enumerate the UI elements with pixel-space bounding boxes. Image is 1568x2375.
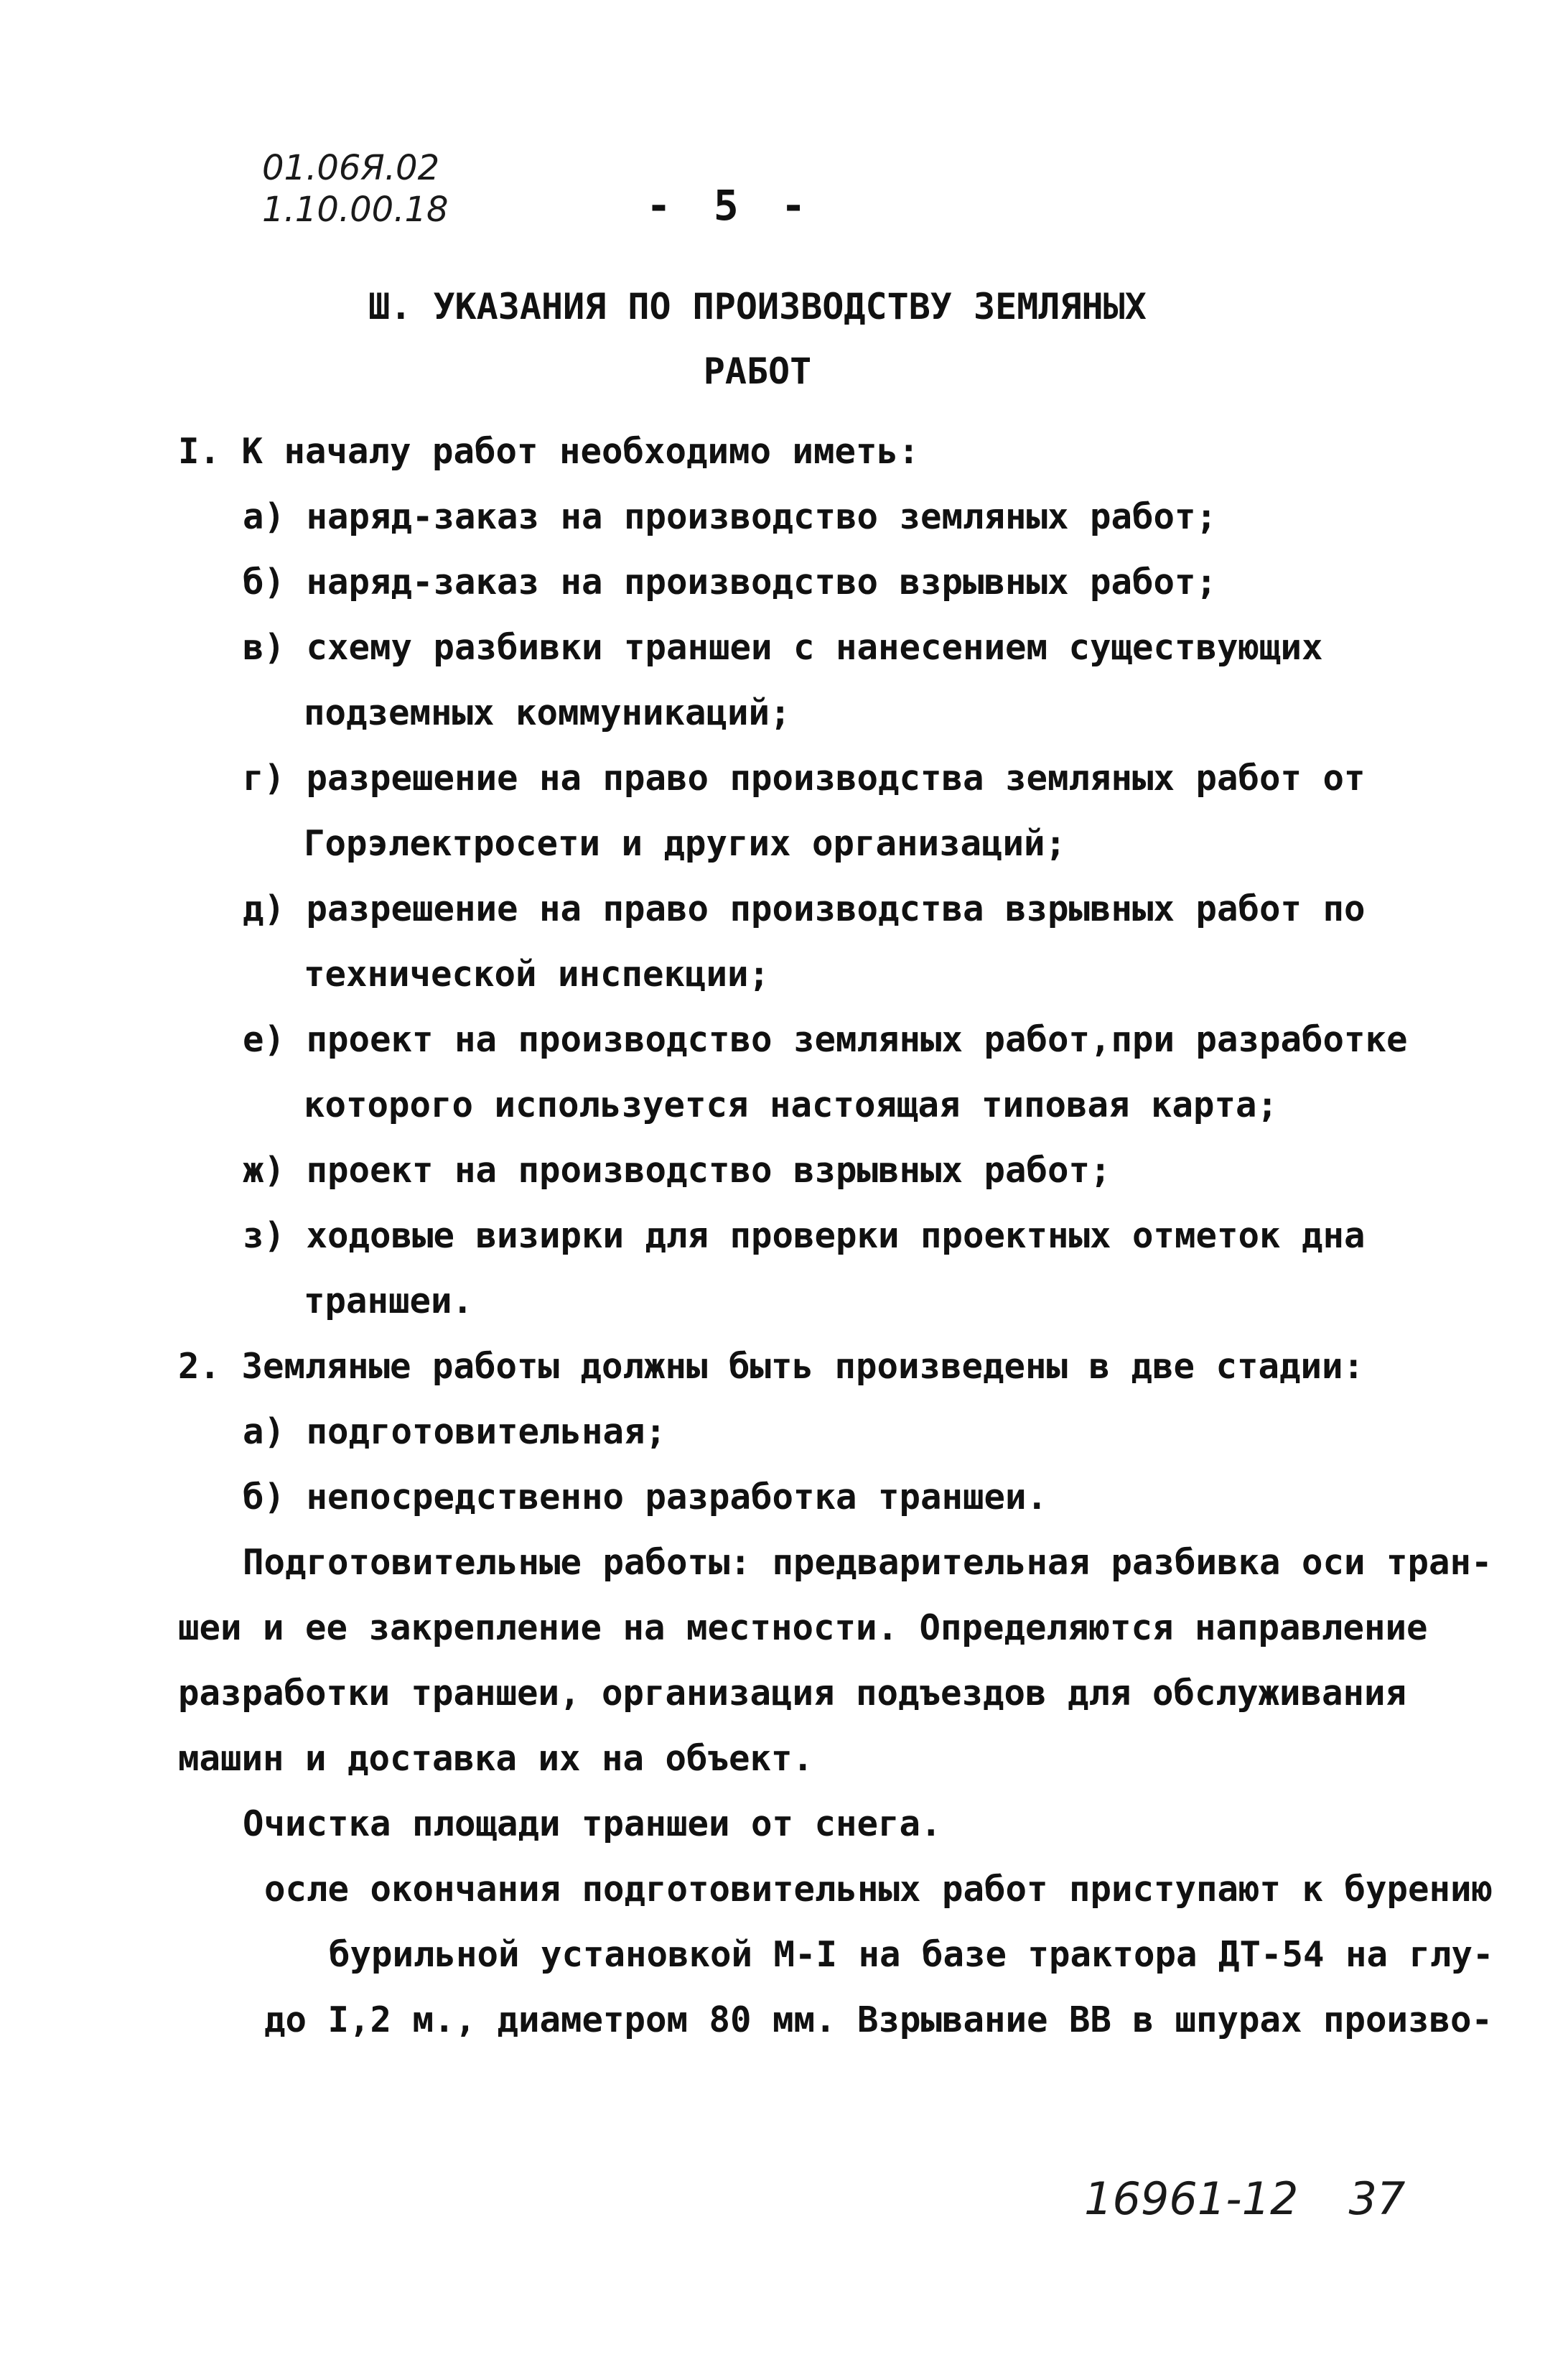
paragraph-line: разработки траншеи, организация подъездов для обслуживания [178, 1673, 1407, 1714]
list-item: б) наряд-заказ на производство взрывных работ; [243, 562, 1218, 603]
code-line-1: 01.06Я.02 [262, 148, 440, 188]
list-item: г) разрешение на право производства земляных работ от [243, 758, 1366, 799]
list-item-continuation: Горэлектросети и других организаций; [304, 823, 1067, 864]
document-number: 16961-12 [1084, 2172, 1299, 2225]
paragraph-line: до I,2 м., диаметром 80 мм. Взрывание ВВ в шпурах произво- [264, 1999, 1493, 2040]
document-codes [262, 147, 449, 231]
list-item: б) непосредственно разработка траншеи. [243, 1477, 1048, 1518]
list-item: а) подготовительная; [243, 1411, 667, 1452]
list-item: в) схему разбивки траншеи с нанесением существующих [243, 627, 1323, 668]
list-item: е) проект на производство земляных работ,при разработке [243, 1019, 1408, 1060]
list-item: з) ходовые визирки для проверки проектных отметок дна [243, 1215, 1366, 1256]
heading-line-1: Ш. УКАЗАНИЯ ПО ПРОИЗВОДСТВУ ЗЕМЛЯНЫХ [368, 286, 1147, 327]
sheet-number: 37 [1348, 2172, 1406, 2225]
footer-stamp [1084, 2172, 1405, 2225]
paragraph-line: Очистка площади траншеи от снега. [243, 1803, 942, 1844]
section-2-title: 2. Земляные работы должны быть произведены в две стадии: [178, 1346, 1365, 1387]
paragraph-line: бурильной установкой М-I на базе трактора ДТ-54 на глу- [329, 1934, 1494, 1975]
section-1-title: I. К началу работ необходимо иметь: [178, 431, 920, 472]
list-item: ж) проект на производство взрывных работ; [243, 1150, 1111, 1191]
list-item-continuation: которого используется настоящая типовая карта; [304, 1084, 1279, 1125]
page-number: - 5 - [646, 181, 815, 230]
list-item: а) наряд-заказ на производство земляных работ; [243, 496, 1218, 537]
paragraph-line: Подготовительные работы: предварительная разбивка оси тран- [243, 1542, 1493, 1583]
document-body [178, 419, 1494, 2053]
list-item-continuation: траншеи. [304, 1281, 474, 1321]
paragraph-line: шеи и ее закрепление на местности. Определяются направление [178, 1607, 1428, 1648]
paragraph-line: машин и доставка их на объект. [178, 1738, 814, 1779]
code-line-2: 1.10.00.18 [262, 190, 449, 230]
paragraph-line: осле окончания подготовительных работ приступают к бурению [264, 1869, 1493, 1910]
section-heading [345, 274, 1170, 404]
heading-line-2: РАБОТ [703, 350, 812, 392]
list-item-continuation: технической инспекции; [304, 954, 770, 995]
list-item-continuation: подземных коммуникаций; [304, 692, 791, 733]
list-item: д) разрешение на право производства взрывных работ по [243, 888, 1366, 929]
